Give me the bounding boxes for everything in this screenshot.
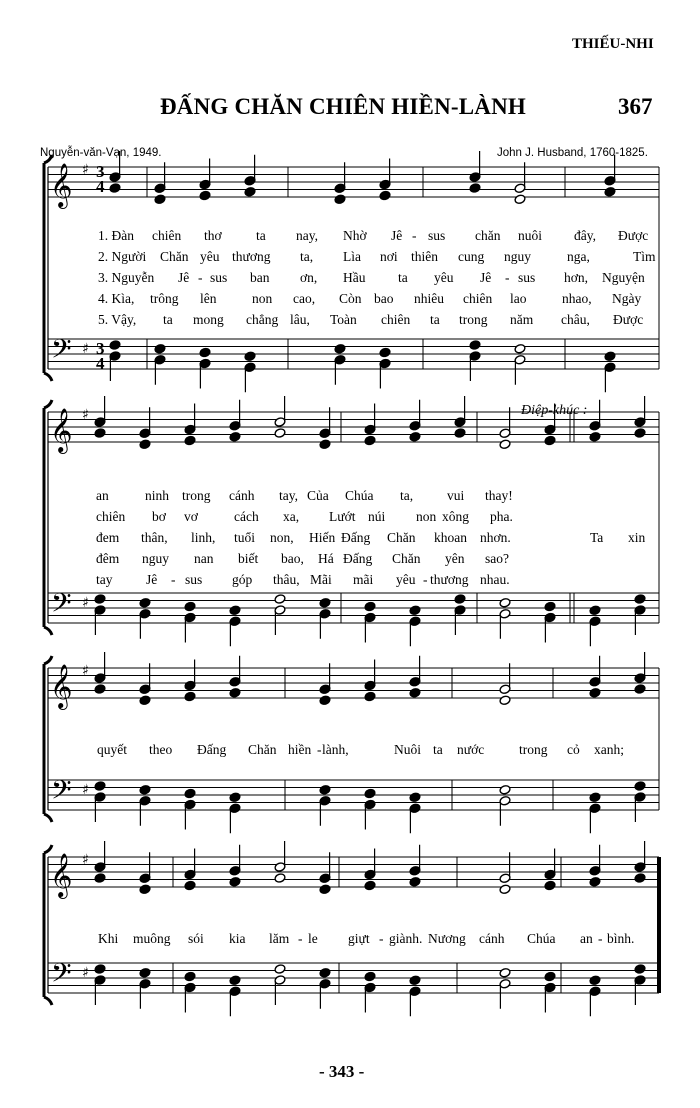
note-head: [364, 691, 376, 702]
note-head: [184, 788, 196, 799]
lyric-syllable: Chúa: [527, 931, 556, 946]
verse-line: [0, 291, 700, 309]
lyric-syllable: khoan: [434, 530, 467, 545]
note-head: [139, 784, 151, 795]
lyric-syllable: vui: [447, 488, 465, 503]
lyric-syllable: ban: [250, 270, 270, 285]
bass-clef-icon: 𝄢: [51, 333, 72, 371]
note-head: [199, 190, 211, 201]
lyric-syllable: Nguyện: [602, 270, 645, 285]
note-head: [409, 792, 421, 803]
lyricist-credit: Nguyễn-văn-Vạn, 1949.: [40, 147, 162, 159]
lyric-syllable: linh,: [191, 530, 216, 545]
lyric-syllable: Đấng: [343, 551, 373, 566]
lyric-syllable: Jê: [480, 270, 492, 285]
note-head: [244, 186, 256, 197]
lyric-syllable: Hầu: [343, 270, 366, 285]
lyric-syllable: ta: [163, 312, 173, 327]
note-head: [469, 340, 481, 351]
lyric-syllable: nguy: [142, 551, 169, 566]
lyric-syllable: bao: [374, 291, 394, 306]
lyric-syllable: Nhờ: [343, 228, 367, 243]
verse-line: [0, 509, 700, 527]
lyric-syllable: chẳng: [246, 312, 279, 327]
note-head: [319, 695, 331, 706]
note-head: [589, 876, 601, 887]
note-head: [139, 967, 151, 978]
treble-clef-icon: 𝄞: [50, 408, 73, 452]
note-head: [94, 428, 106, 439]
note-head: [634, 781, 646, 792]
lyric-syllable: 5. Vậy,: [98, 312, 137, 327]
note-head: [364, 971, 376, 982]
lyric-syllable: cánh: [479, 931, 505, 946]
treble-clef-icon: 𝄞: [50, 163, 73, 207]
lyric-syllable: an: [96, 488, 109, 503]
note-head: [514, 343, 526, 354]
note-head: [319, 597, 331, 608]
lyric-syllable: cao,: [293, 291, 316, 306]
lyric-syllable: 1. Đàn: [98, 228, 134, 243]
note-head: [409, 605, 421, 616]
lyric-syllable: Lướt: [329, 509, 356, 524]
lyric-syllable: ta,: [400, 488, 414, 503]
lyric-syllable: -: [171, 572, 176, 587]
lyric-syllable: Khi: [98, 931, 119, 946]
note-head: [139, 597, 151, 608]
lyric-syllable: cỏ: [567, 742, 580, 757]
note-head: [334, 194, 346, 205]
lyric-syllable: lành,: [322, 742, 349, 757]
note-head: [184, 971, 196, 982]
note-head: [454, 428, 466, 439]
lyric-syllable: yêu: [200, 249, 220, 264]
time-signature-bottom: 4: [96, 177, 105, 196]
lyric-syllable: -: [598, 931, 603, 946]
note-head: [154, 194, 166, 205]
lyric-syllable: theo: [149, 742, 173, 757]
note-head: [319, 967, 331, 978]
lyric-syllable: thiên: [411, 249, 438, 264]
lyric-syllable: cách: [234, 509, 259, 524]
note-head: [94, 781, 106, 792]
lyric-syllable: pha.: [490, 509, 513, 524]
verse-line: [0, 249, 700, 267]
note-head: [274, 964, 286, 975]
bass-clef-icon: 𝄢: [51, 957, 72, 995]
note-head: [409, 876, 421, 887]
lyric-syllable: -: [505, 270, 510, 285]
lyric-syllable: nhơn.: [480, 530, 511, 545]
note-head: [589, 431, 601, 442]
lyric-syllable: thơ: [204, 228, 222, 243]
lyric-syllable: trong: [459, 312, 488, 327]
sharp-icon: ♯: [82, 852, 89, 868]
note-head: [454, 594, 466, 605]
lyric-syllable: chiên: [463, 291, 493, 306]
refrain-label: Điệp-khúc :: [521, 403, 588, 418]
lyric-syllable: xông: [442, 509, 469, 524]
lyric-syllable: cánh: [229, 488, 255, 503]
time-signature-top: 3: [96, 339, 105, 358]
note-head: [109, 340, 121, 351]
lyric-syllable: thâu,: [273, 572, 300, 587]
note-head: [634, 428, 646, 439]
lyric-syllable: bơ: [152, 509, 166, 524]
note-head: [229, 431, 241, 442]
sharp-icon: ♯: [82, 162, 89, 178]
lyric-syllable: Ta: [590, 530, 604, 545]
sharp-icon: ♯: [82, 595, 89, 611]
lyric-syllable: non: [252, 291, 273, 306]
lyric-syllable: sao?: [485, 551, 509, 566]
note-head: [544, 435, 556, 446]
note-head: [184, 880, 196, 891]
note-head: [319, 439, 331, 450]
note-head: [244, 351, 256, 362]
lyric-syllable: sus: [210, 270, 228, 285]
lyric-syllable: Chăn: [248, 742, 277, 757]
lyric-syllable: Nuôi: [394, 742, 421, 757]
lyric-syllable: -: [298, 931, 303, 946]
lyric-syllable: Còn: [339, 291, 362, 306]
lyric-syllable: thay!: [485, 488, 513, 503]
lyric-syllable: nơi: [380, 249, 398, 264]
lyric-syllable: nước: [457, 742, 485, 757]
lyric-syllable: nhiêu: [414, 291, 444, 306]
note-head: [589, 792, 601, 803]
lyric-syllable: sus: [185, 572, 203, 587]
verse-line: [0, 551, 700, 569]
lyric-syllable: quyết: [97, 742, 127, 757]
lyric-syllable: bình.: [607, 931, 635, 946]
note-head: [604, 186, 616, 197]
note-head: [94, 964, 106, 975]
hymn-title: ĐẤNG CHĂN CHIÊN HIỀN-LÀNH: [160, 94, 526, 119]
lyric-syllable: le: [308, 931, 318, 946]
lyric-syllable: -: [198, 270, 203, 285]
time-signature-bottom: 4: [96, 354, 105, 373]
verse-line: [0, 931, 700, 949]
lyric-syllable: Hiến: [309, 530, 336, 545]
lyric-syllable: giành.: [389, 931, 423, 946]
lyric-syllable: Chăn: [387, 530, 416, 545]
lyric-syllable: sói: [188, 931, 204, 946]
lyric-syllable: Jê: [146, 572, 158, 587]
note-head: [229, 605, 241, 616]
lyric-syllable: ta: [430, 312, 440, 327]
lyric-syllable: yêu: [434, 270, 454, 285]
lyric-syllable: nhao,: [562, 291, 592, 306]
lyric-syllable: đêm: [96, 551, 120, 566]
lyric-syllable: chiên: [96, 509, 126, 524]
note-head: [604, 351, 616, 362]
lyric-syllable: nuôi: [518, 228, 543, 243]
lyric-syllable: -: [317, 742, 322, 757]
lyric-syllable: nga,: [567, 249, 590, 264]
lyric-syllable: ơn,: [300, 270, 318, 285]
note-head: [334, 343, 346, 354]
note-head: [379, 347, 391, 358]
lyric-syllable: nay,: [296, 228, 318, 243]
section-label: THIẾU-NHI: [572, 36, 654, 52]
lyric-syllable: nhau.: [480, 572, 510, 587]
note-head: [94, 684, 106, 695]
lyric-syllable: vơ: [184, 509, 198, 524]
lyric-syllable: 3. Nguyễn: [98, 270, 155, 285]
note-head: [499, 597, 511, 608]
note-head: [499, 784, 511, 795]
lyric-syllable: yêu: [396, 572, 416, 587]
lyric-syllable: Được: [613, 312, 644, 327]
note-head: [154, 343, 166, 354]
lyric-syllable: đem: [96, 530, 120, 545]
note-head: [544, 880, 556, 891]
note-head: [499, 967, 511, 978]
lyric-syllable: Đấng: [341, 530, 371, 545]
time-signature-treble: [96, 164, 105, 194]
note-head: [229, 687, 241, 698]
lyric-syllable: an: [580, 931, 593, 946]
note-head: [634, 873, 646, 884]
note-head: [364, 601, 376, 612]
bass-clef-icon: 𝄢: [51, 587, 72, 625]
lyric-syllable: châu,: [561, 312, 590, 327]
lyric-syllable: ta: [433, 742, 443, 757]
lyric-syllable: Tìm: [633, 249, 656, 264]
note-head: [469, 183, 481, 194]
lyric-syllable: tuổi: [234, 530, 256, 545]
lyric-syllable: -: [412, 228, 417, 243]
lyric-syllable: chiên: [152, 228, 182, 243]
note-head: [589, 605, 601, 616]
lyric-syllable: sus: [428, 228, 446, 243]
note-head: [94, 594, 106, 605]
lyric-syllable: ta: [256, 228, 266, 243]
note-head: [364, 788, 376, 799]
composer-credit: John J. Husband, 1760-1825.: [497, 147, 648, 159]
lyric-syllable: tay,: [279, 488, 298, 503]
note-head: [589, 975, 601, 986]
lyric-syllable: trong: [519, 742, 548, 757]
lyric-syllable: mong: [193, 312, 224, 327]
sharp-icon: ♯: [82, 341, 89, 357]
lyric-syllable: ta,: [300, 249, 314, 264]
lyric-syllable: lâu,: [290, 312, 310, 327]
verse-line: [0, 270, 700, 288]
lyric-syllable: thương: [232, 249, 271, 264]
lyric-syllable: chăn: [475, 228, 501, 243]
lyric-syllable: 2. Người: [98, 249, 147, 264]
note-head: [184, 601, 196, 612]
lyric-syllable: muông: [133, 931, 171, 946]
lyric-syllable: thân,: [141, 530, 168, 545]
sharp-icon: ♯: [82, 663, 89, 679]
lyric-syllable: nan: [194, 551, 214, 566]
lyric-syllable: góp: [232, 572, 253, 587]
note-head: [364, 880, 376, 891]
lyric-syllable: Jê: [391, 228, 403, 243]
note-head: [109, 183, 121, 194]
note-head: [139, 695, 151, 706]
lyric-syllable: nguy: [504, 249, 531, 264]
note-head: [544, 971, 556, 982]
note-head: [229, 975, 241, 986]
sharp-icon: ♯: [82, 407, 89, 423]
verse-line: [0, 228, 700, 246]
lyric-syllable: lao: [510, 291, 527, 306]
lyric-syllable: giựt: [348, 931, 370, 946]
note-head: [319, 884, 331, 895]
note-head: [634, 964, 646, 975]
bass-clef-icon: 𝄢: [51, 774, 72, 812]
note-head: [409, 687, 421, 698]
lyric-syllable: Lìa: [343, 249, 361, 264]
lyric-syllable: thương: [430, 572, 469, 587]
lyric-syllable: hơn,: [564, 270, 589, 285]
lyric-syllable: tay: [96, 572, 113, 587]
note-head: [274, 594, 286, 605]
lyric-syllable: núi: [368, 509, 386, 524]
note-head: [364, 435, 376, 446]
lyric-syllable: bao,: [281, 551, 304, 566]
note-head: [94, 873, 106, 884]
lyric-syllable: Chúa: [345, 488, 374, 503]
lyric-syllable: 4. Kìa,: [98, 291, 135, 306]
note-head: [589, 687, 601, 698]
note-head: [409, 431, 421, 442]
lyric-syllable: trông: [150, 291, 179, 306]
note-head: [634, 594, 646, 605]
sharp-icon: ♯: [82, 782, 89, 798]
lyric-syllable: cung: [458, 249, 485, 264]
note-head: [184, 691, 196, 702]
lyric-syllable: xin: [628, 530, 646, 545]
note-head: [274, 873, 286, 884]
time-signature-bass: [96, 341, 105, 371]
page-number: - 343 -: [319, 1062, 365, 1081]
lyric-syllable: năm: [510, 312, 534, 327]
lyric-syllable: chiên: [381, 312, 411, 327]
lyric-syllable: Ngày: [612, 291, 642, 306]
lyric-syllable: xanh;: [594, 742, 624, 757]
lyric-syllable: sus: [518, 270, 536, 285]
lyric-syllable: yên: [445, 551, 465, 566]
lyric-syllable: mãi: [353, 572, 374, 587]
lyric-syllable: đây,: [574, 228, 596, 243]
note-head: [139, 884, 151, 895]
lyric-syllable: Nương: [428, 931, 466, 946]
lyric-syllable: Jê: [178, 270, 190, 285]
lyric-syllable: non,: [270, 530, 294, 545]
verse-line: [0, 312, 700, 330]
time-signature-top: 3: [96, 162, 105, 181]
note-head: [544, 601, 556, 612]
lyric-syllable: ta: [398, 270, 408, 285]
note-head: [199, 347, 211, 358]
lyric-syllable: -: [379, 931, 384, 946]
verse-line: [0, 742, 700, 760]
note-head: [409, 975, 421, 986]
lyric-syllable: Chăn: [160, 249, 189, 264]
lyric-syllable: -: [423, 572, 428, 587]
note-head: [319, 784, 331, 795]
lyric-syllable: ninh: [145, 488, 170, 503]
note-head: [184, 435, 196, 446]
hymn-number: 367: [618, 94, 653, 119]
lyric-syllable: lên: [200, 291, 217, 306]
note-head: [229, 792, 241, 803]
note-head: [139, 439, 151, 450]
lyric-syllable: Được: [618, 228, 649, 243]
lyric-syllable: Há: [318, 551, 334, 566]
note-head: [514, 194, 526, 205]
lyric-syllable: biết: [238, 551, 259, 566]
sharp-icon: ♯: [82, 965, 89, 981]
note-head: [499, 439, 511, 450]
lyric-syllable: Của: [307, 488, 329, 503]
lyric-syllable: Toàn: [330, 312, 357, 327]
lyric-syllable: Chăn: [392, 551, 421, 566]
note-head: [499, 695, 511, 706]
note-head: [499, 884, 511, 895]
verse-line: [0, 488, 700, 506]
lyric-syllable: lăm: [269, 931, 290, 946]
note-head: [229, 876, 241, 887]
lyric-syllable: kia: [229, 931, 246, 946]
verse-line: [0, 572, 700, 590]
lyric-syllable: xa,: [283, 509, 300, 524]
lyric-syllable: non: [416, 509, 437, 524]
lyric-syllable: trong: [182, 488, 211, 503]
treble-clef-icon: 𝄞: [50, 664, 73, 708]
lyric-syllable: hiền: [288, 742, 312, 757]
verse-line: [0, 530, 700, 548]
note-head: [634, 684, 646, 695]
treble-clef-icon: 𝄞: [50, 853, 73, 897]
note-head: [274, 428, 286, 439]
lyric-syllable: Đấng: [197, 742, 227, 757]
lyric-syllable: Mãi: [310, 572, 332, 587]
note-head: [379, 190, 391, 201]
